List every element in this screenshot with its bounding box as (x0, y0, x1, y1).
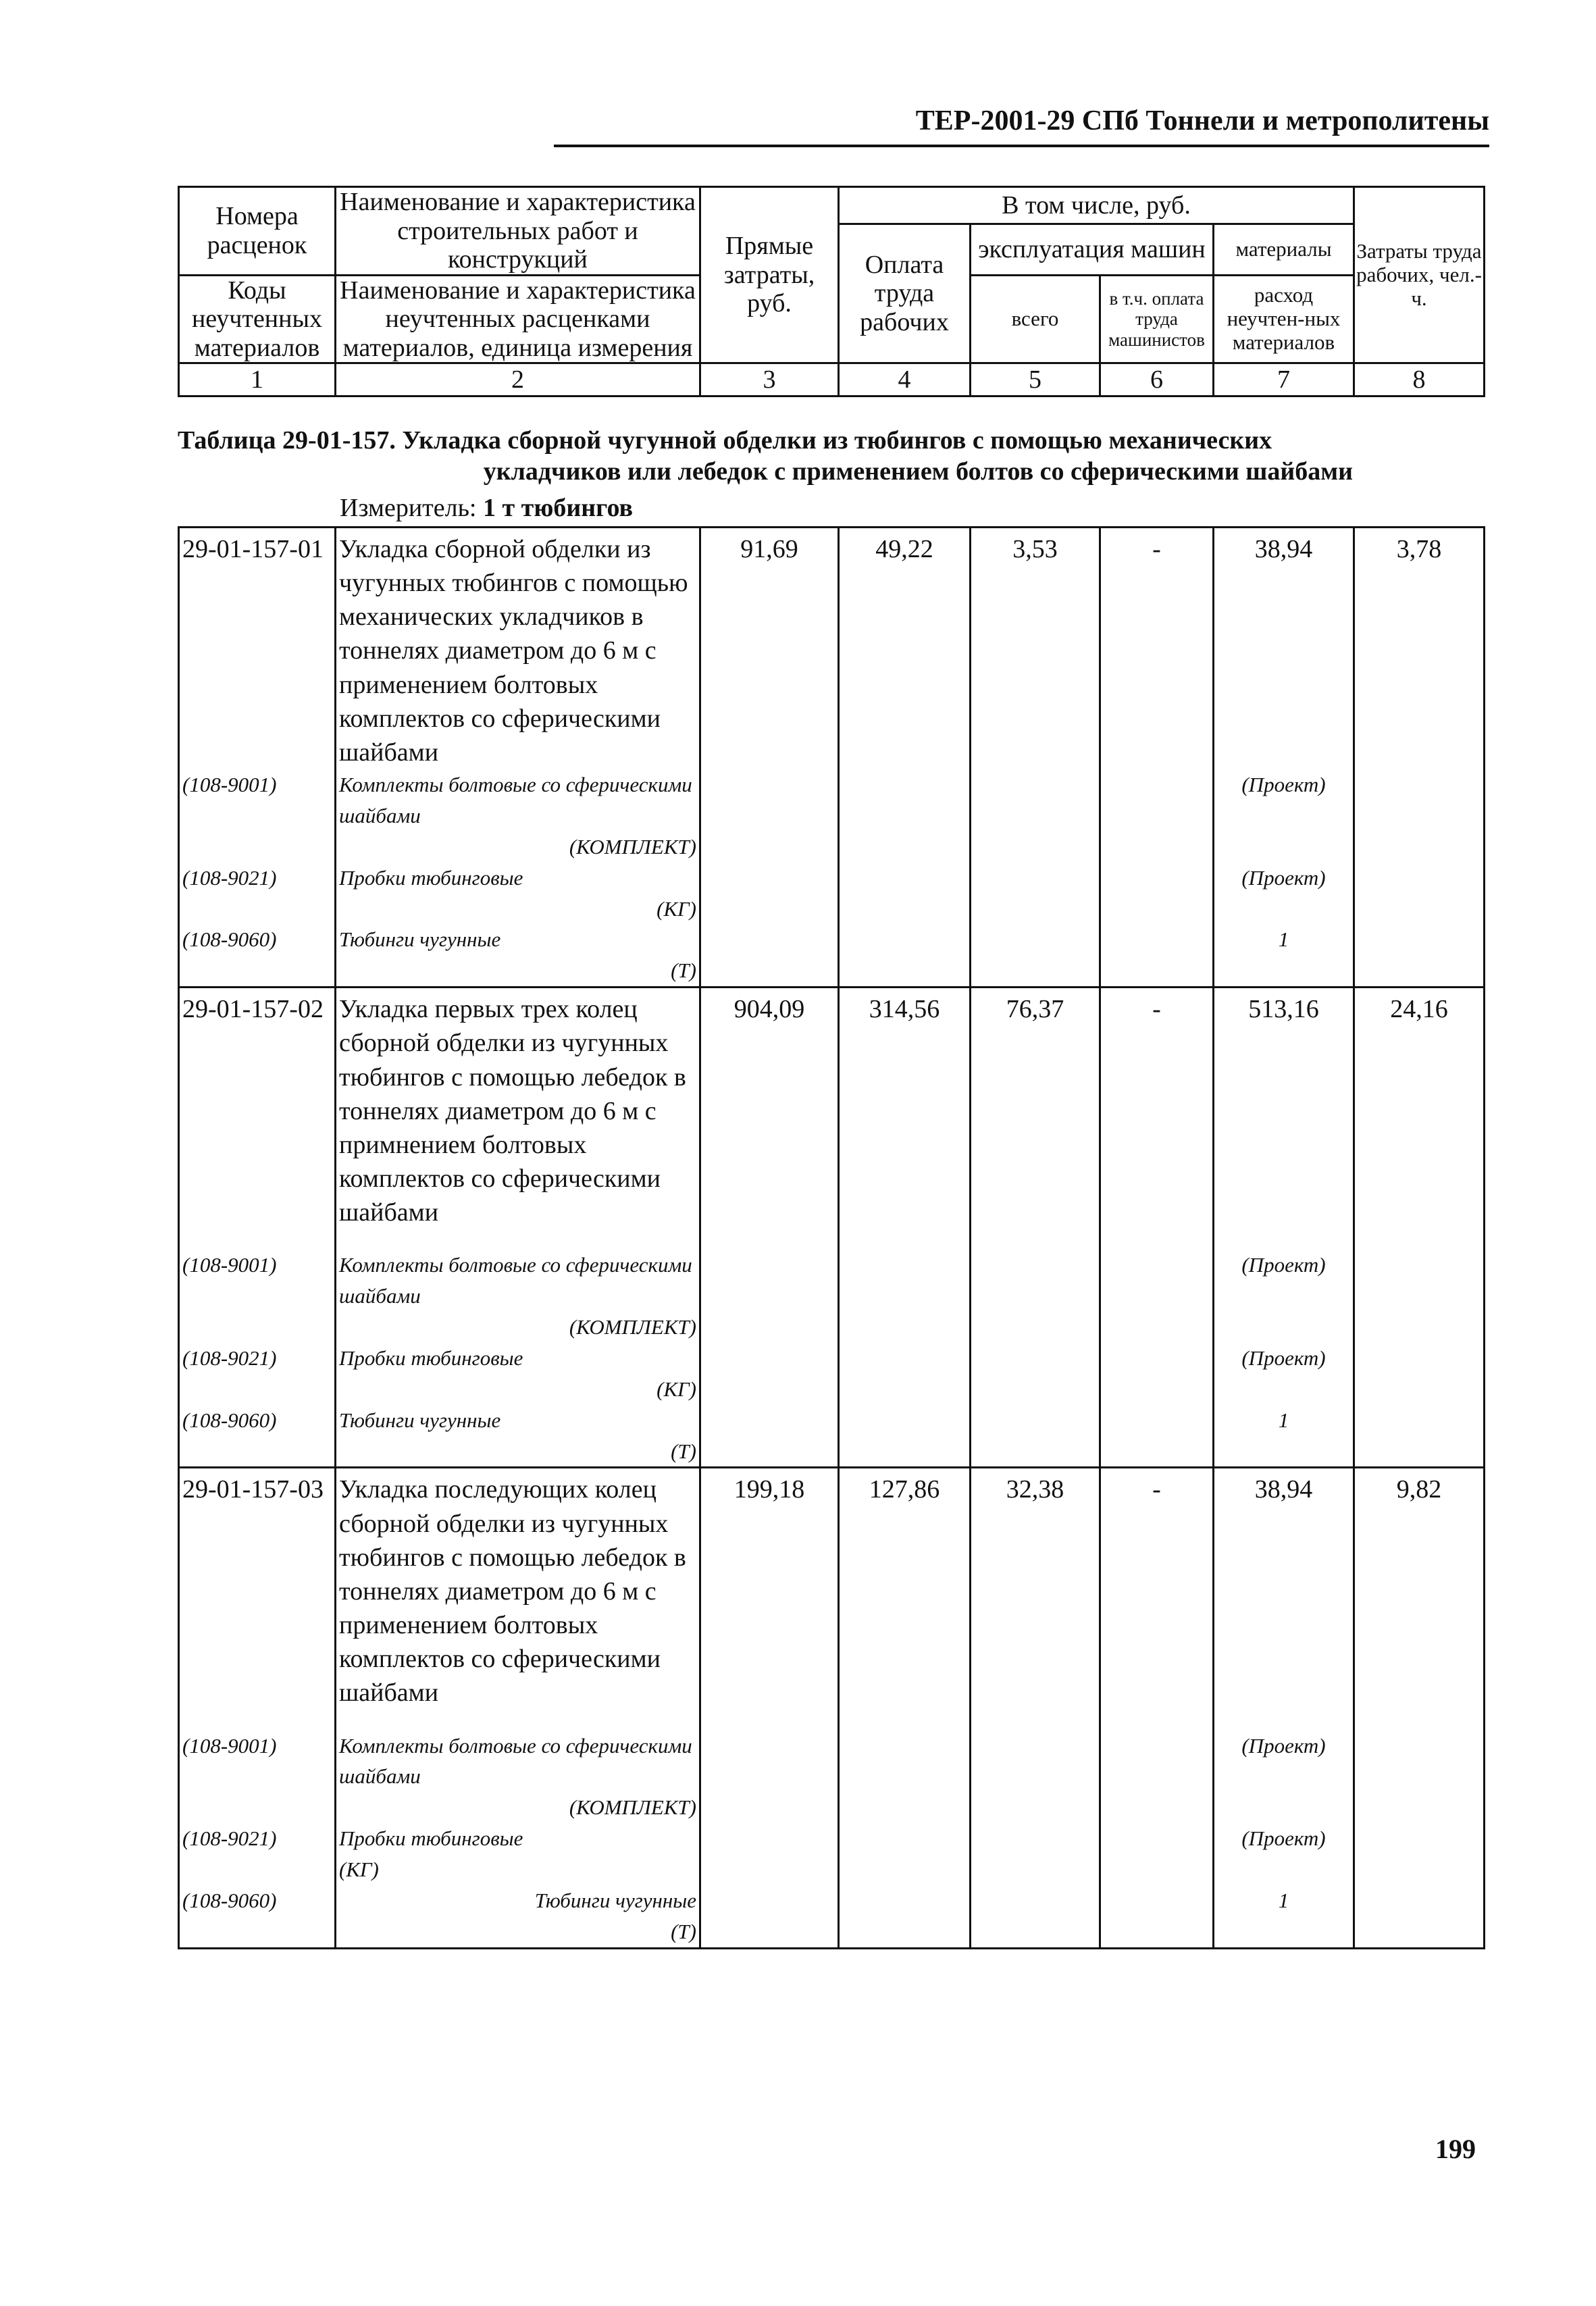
labor-hours: 9,82 (1354, 1468, 1485, 1710)
header-rule (554, 145, 1489, 147)
material-unit: (КОМПЛЕКТ) (569, 1315, 696, 1339)
machines-cost: 3,53 (971, 528, 1100, 770)
material-unit: (КОМПЛЕКТ) (569, 1795, 696, 1820)
labor-hours: 24,16 (1354, 988, 1485, 1230)
operators-cost: - (1100, 1468, 1214, 1710)
header-materials: материалы (1214, 224, 1354, 276)
material-name: Комплекты болтовые со сферическими шайбами (339, 1253, 692, 1308)
material-name: Комплекты болтовые со сферическими шайбами (339, 773, 692, 827)
material-unit: (КГ) (657, 896, 696, 921)
direct-cost: 91,69 (700, 528, 839, 770)
material-value: (Проект) (1241, 1346, 1326, 1370)
materials-cost: 38,94 (1214, 1468, 1354, 1710)
unit-value: 1 т тюбингов (483, 494, 634, 522)
table-row (179, 528, 1485, 770)
column-number: 7 (1214, 363, 1354, 396)
operators-cost: - (1100, 988, 1214, 1230)
material-code: (108-9001) (182, 1733, 277, 1758)
material-row (179, 769, 1485, 863)
unit-of-measure (340, 495, 633, 521)
table-row (179, 1468, 1485, 1710)
material-name: Пробки тюбинговые (339, 865, 523, 890)
material-name: Тюбинги чугунные (339, 927, 501, 952)
machines-cost: 76,37 (971, 988, 1100, 1230)
header-machines: эксплуатация машин (971, 224, 1214, 276)
material-row (179, 1823, 1485, 1885)
header-col5: всего (971, 275, 1100, 363)
rate-name: Укладка сборной обделки из чугунных тюбингов с помощью механических укладчиков в тоннелях диаметром до 6 м с применением болтовых комплектов со сферическими шайбами (336, 528, 700, 770)
labor-cost: 49,22 (839, 528, 971, 770)
table-title-line1: Таблица 29-01-157. Укладка сборной чугунной обделки из тюбингов с помощью механических (178, 426, 1272, 455)
material-unit: (Т) (671, 1439, 696, 1463)
header-group: В том числе, руб. (839, 187, 1354, 224)
operators-cost: - (1100, 528, 1214, 770)
material-value: (Проект) (1241, 1733, 1326, 1758)
material-code: (108-9001) (182, 1253, 277, 1277)
header-col6: в т.ч. оплата труда машинистов (1100, 275, 1214, 363)
table-row (179, 988, 1485, 1230)
rate-code: 29-01-157-01 (179, 528, 336, 770)
material-value: 1 (1278, 1408, 1289, 1432)
column-number: 5 (971, 363, 1100, 396)
material-unit: (КОМПЛЕКТ) (569, 834, 696, 859)
rates-table (178, 526, 1485, 1949)
column-number: 2 (336, 363, 700, 396)
unit-label: Измеритель: (340, 494, 477, 522)
column-number: 8 (1354, 363, 1485, 396)
material-name: Комплекты болтовые со сферическими шайбами (339, 1733, 692, 1789)
material-unit: (Т) (671, 1919, 696, 1943)
material-name: Пробки тюбинговые (339, 1346, 523, 1370)
material-row (179, 924, 1485, 987)
header-col7: расход неучтен-ных материалов (1214, 275, 1354, 363)
page-header: ТЕР-2001-29 СПб Тоннели и метрополитены (915, 105, 1489, 136)
header-col3: Прямые затраты, руб. (700, 187, 839, 363)
material-value: (Проект) (1241, 1826, 1326, 1851)
material-row (179, 1343, 1485, 1405)
labor-cost: 127,86 (839, 1468, 971, 1710)
rate-name: Укладка первых трех колец сборной обделки из чугунных тюбингов с помощью лебедок в тоннелях диаметром до 6 м с примнением болтовых комплектов со сферическими шайбами (336, 988, 700, 1230)
material-code: (108-9021) (182, 1346, 277, 1370)
materials-cost: 513,16 (1214, 988, 1354, 1230)
header-col4: Оплата труда рабочих (839, 224, 971, 363)
material-value: (Проект) (1241, 773, 1326, 797)
material-unit: (КГ) (657, 1377, 696, 1401)
header-col2-bottom: Наименование и характеристика неучтенных расценками материалов, единица измерения (336, 275, 700, 363)
column-number: 6 (1100, 363, 1214, 396)
header-col1-bottom: Коды неучтенных материалов (179, 275, 336, 363)
column-number: 4 (839, 363, 971, 396)
header-col2-top: Наименование и характеристика строительных работ и конструкций (336, 187, 700, 276)
page-number: 199 (1435, 2134, 1476, 2164)
material-value: 1 (1278, 1888, 1289, 1912)
material-row (179, 1710, 1485, 1824)
machines-cost: 32,38 (971, 1468, 1100, 1710)
material-code: (108-9021) (182, 865, 277, 890)
rate-name: Укладка последующих колец сборной обделки из чугунных тюбингов с помощью лебедок в тоннелях диаметром до 6 м с применением болтовых комплектов со сферическими шайбами (336, 1468, 700, 1710)
material-code: (108-9001) (182, 773, 277, 797)
material-row (179, 1885, 1485, 1948)
material-row (179, 863, 1485, 925)
material-code: (108-9060) (182, 1408, 277, 1432)
column-number: 1 (179, 363, 336, 396)
labor-cost: 314,56 (839, 988, 971, 1230)
material-value: (Проект) (1241, 865, 1326, 890)
material-code: (108-9060) (182, 927, 277, 952)
rate-code: 29-01-157-03 (179, 1468, 336, 1710)
column-number: 3 (700, 363, 839, 396)
material-row (179, 1229, 1485, 1343)
materials-cost: 38,94 (1214, 528, 1354, 770)
header-col1-top: Номера расценок (179, 187, 336, 276)
material-name: Тюбинги чугунные (534, 1888, 696, 1912)
material-value: (Проект) (1241, 1253, 1326, 1277)
header-col8: Затраты труда рабочих, чел.-ч. (1354, 187, 1485, 363)
direct-cost: 904,09 (700, 988, 839, 1230)
material-row (179, 1405, 1485, 1468)
table-title (178, 426, 1353, 487)
column-header-table (178, 186, 1485, 397)
material-code: (108-9060) (182, 1888, 277, 1912)
table-title-line2: укладчиков или лебедок с применением болтов со сферическими шайбами (483, 457, 1353, 486)
material-value: 1 (1278, 927, 1289, 952)
material-unit: (Т) (671, 958, 696, 983)
rate-code: 29-01-157-02 (179, 988, 336, 1230)
material-code: (108-9021) (182, 1826, 277, 1851)
material-unit: (КГ) (339, 1857, 379, 1882)
direct-cost: 199,18 (700, 1468, 839, 1710)
labor-hours: 3,78 (1354, 528, 1485, 770)
material-name: Пробки тюбинговые (339, 1826, 523, 1851)
material-name: Тюбинги чугунные (339, 1408, 501, 1432)
